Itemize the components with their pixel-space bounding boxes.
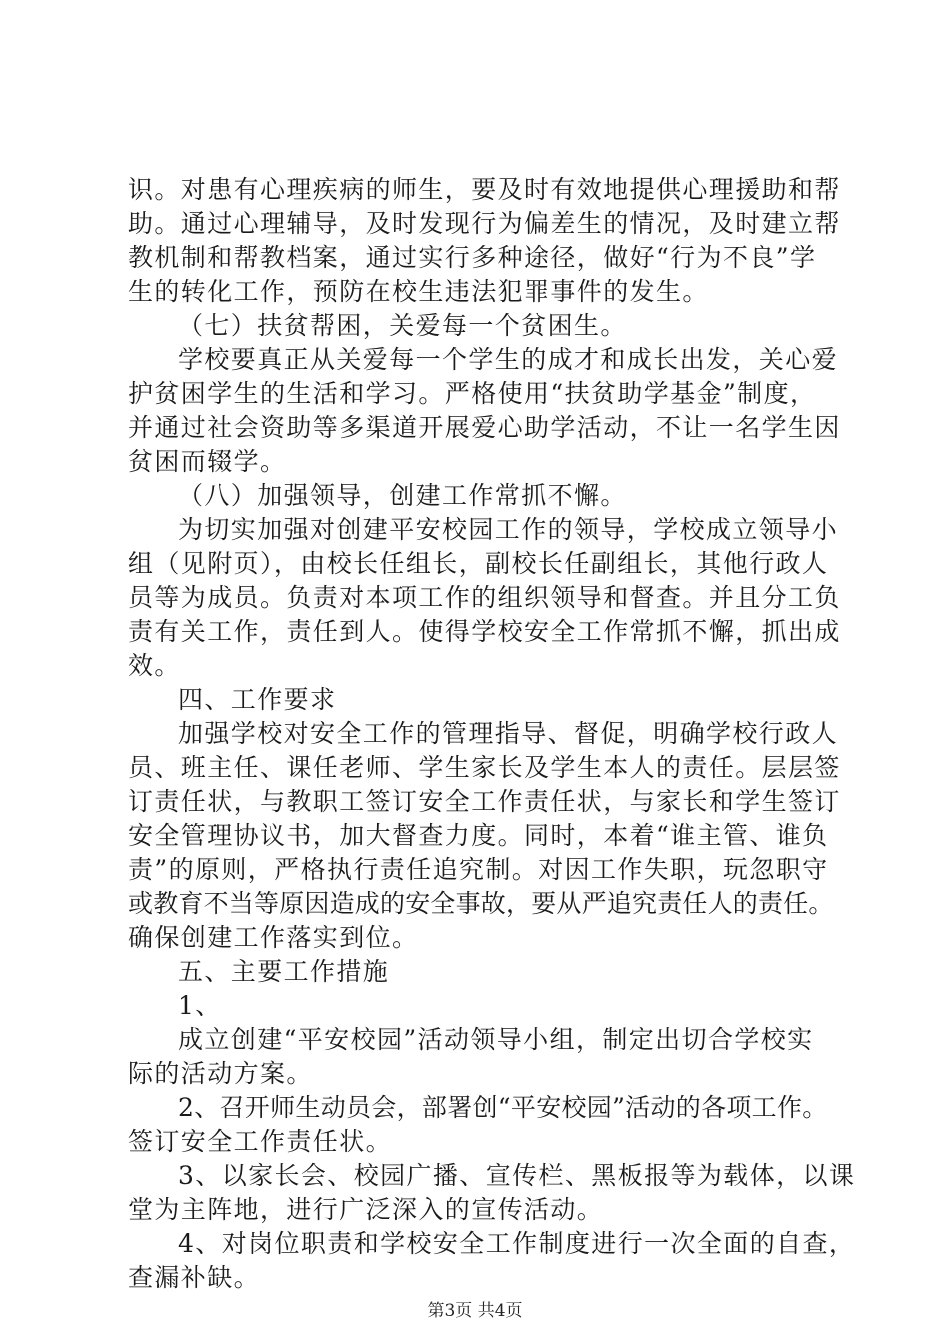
paragraph-line: 责”的原则，严格执行责任追究制。对因工作失职，玩忽职守 [128,855,829,884]
paragraph-line: 4、对岗位职责和学校安全工作制度进行一次全面的自查， [178,1229,856,1258]
paragraph-line: 2、召开师生动员会，部署创“平安校园”活动的各项工作。 [178,1093,828,1122]
list-item-number: 1、 [178,991,222,1020]
paragraph-line: 际的活动方案。 [128,1059,313,1088]
section-heading: （七）扶贫帮困，关爱每一个贫困生。 [178,311,627,340]
section-heading: 五、主要工作措施 [178,957,390,986]
paragraph-line: 教机制和帮教档案，通过实行多种途径，做好“行为不良”学 [128,243,817,272]
paragraph-line: 确保创建工作落实到位。 [128,923,419,952]
section-heading: （八）加强领导，创建工作常抓不懈。 [178,481,627,510]
paragraph-line: 识。对患有心理疾病的师生，要及时有效地提供心理援助和帮 [128,175,841,204]
paragraph-line: 为切实加强对创建平安校园工作的领导，学校成立领导小 [178,515,839,544]
paragraph-line: 学校要真正从关爱每一个学生的成才和成长出发，关心爱 [178,345,839,374]
page-number-footer: 第3页 共4页 [427,1301,523,1321]
paragraph-line: 成立创建“平安校园”活动领导小组，制定出切合学校实 [178,1025,814,1054]
paragraph-line: 签订安全工作责任状。 [128,1127,393,1156]
paragraph-line: 助。通过心理辅导，及时发现行为偏差生的情况，及时建立帮 [128,209,841,238]
paragraph-line: 生的转化工作，预防在校生违法犯罪事件的发生。 [128,277,709,306]
paragraph-line: 或教育不当等原因造成的安全事故，要从严追究责任人的责任。 [128,889,834,918]
paragraph-line: 效。 [128,651,181,680]
paragraph-line: 堂为主阵地，进行广泛深入的宣传活动。 [128,1195,604,1224]
paragraph-line: 查漏补缺。 [128,1263,261,1292]
paragraph-line: 安全管理协议书，加大督查力度。同时，本着“谁主管、谁负 [128,821,829,850]
paragraph-line: 订责任状，与教职工签订安全工作责任状，与家长和学生签订 [128,787,841,816]
paragraph-line: 护贫困学生的生活和学习。严格使用“扶贫助学基金”制度， [128,379,817,408]
paragraph-line: 并通过社会资助等多渠道开展爱心助学活动，不让一名学生因 [128,413,841,442]
paragraph-line: 组（见附页），由校长任组长，副校长任副组长，其他行政人 [128,549,829,578]
paragraph-line: 员等为成员。负责对本项工作的组织领导和督查。并且分工负 [128,583,841,612]
paragraph-line: 员、班主任、课任老师、学生家长及学生本人的责任。层层签 [128,753,841,782]
section-heading: 四、工作要求 [178,685,337,714]
paragraph-line: 贫困而辍学。 [128,447,287,476]
paragraph-line: 加强学校对安全工作的管理指导、督促，明确学校行政人 [178,719,839,748]
paragraph-line: 3、以家长会、校园广播、宣传栏、黑板报等为载体，以课 [178,1161,856,1190]
paragraph-line: 责有关工作，责任到人。使得学校安全工作常抓不懈，抓出成 [128,617,841,646]
